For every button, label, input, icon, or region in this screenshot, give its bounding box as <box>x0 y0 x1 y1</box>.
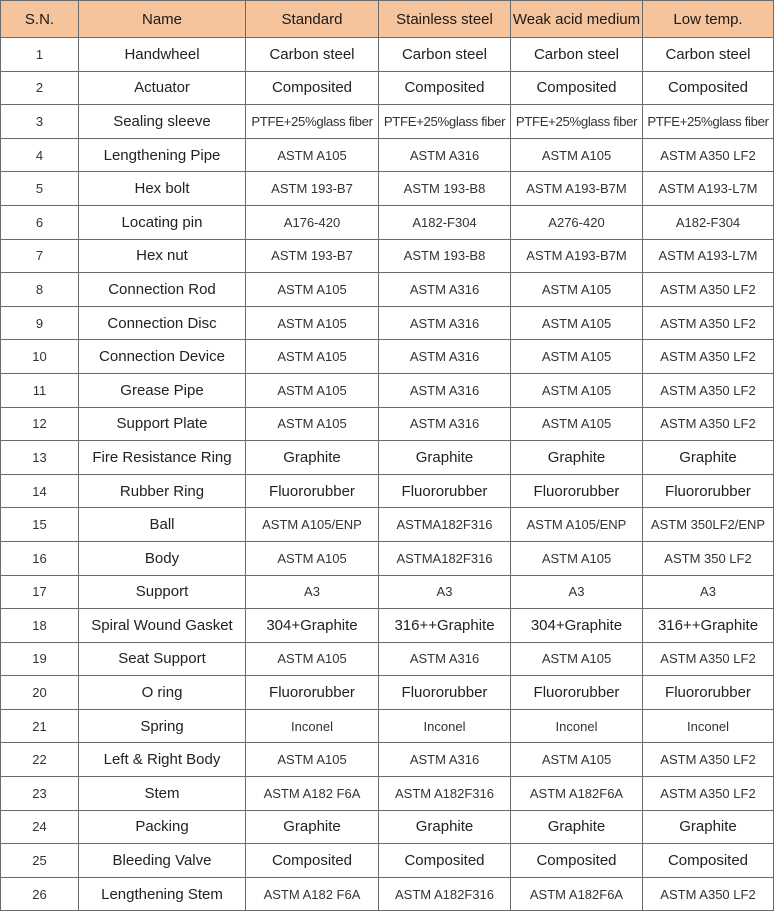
cell-weak-acid-medium: ASTM A105 <box>511 541 643 575</box>
cell-sn: 12 <box>1 407 79 441</box>
cell-name: Locating pin <box>79 205 246 239</box>
cell-sn: 21 <box>1 709 79 743</box>
cell-stainless-steel: A3 <box>379 575 511 609</box>
cell-stainless-steel: Composited <box>379 71 511 105</box>
cell-name: Packing <box>79 810 246 844</box>
cell-standard: ASTM A105 <box>246 642 379 676</box>
cell-low-temp: ASTM A350 LF2 <box>643 373 774 407</box>
cell-name: Left & Right Body <box>79 743 246 777</box>
header-row <box>1 1 774 38</box>
cell-standard: ASTM A105 <box>246 340 379 374</box>
cell-standard: Fluororubber <box>246 676 379 710</box>
cell-standard: ASTM A105 <box>246 541 379 575</box>
table-row <box>1 306 774 340</box>
cell-stainless-steel: Fluororubber <box>379 474 511 508</box>
header-sn: S.N. <box>1 1 79 38</box>
cell-weak-acid-medium: ASTM A105 <box>511 407 643 441</box>
cell-stainless-steel: ASTM A316 <box>379 373 511 407</box>
cell-low-temp: Composited <box>643 71 774 105</box>
cell-sn: 11 <box>1 373 79 407</box>
cell-name: Support Plate <box>79 407 246 441</box>
cell-standard: PTFE+25%glass fiber <box>246 105 379 139</box>
cell-low-temp: ASTM A350 LF2 <box>643 273 774 307</box>
cell-sn: 8 <box>1 273 79 307</box>
cell-stainless-steel: Fluororubber <box>379 676 511 710</box>
cell-weak-acid-medium: 304+Graphite <box>511 609 643 643</box>
cell-standard: ASTM 193-B7 <box>246 172 379 206</box>
cell-standard: ASTM A105 <box>246 273 379 307</box>
cell-weak-acid-medium: ASTM A193-B7M <box>511 172 643 206</box>
cell-sn: 16 <box>1 541 79 575</box>
cell-name: Hex nut <box>79 239 246 273</box>
cell-name: Spiral Wound Gasket <box>79 609 246 643</box>
table-row <box>1 407 774 441</box>
cell-sn: 10 <box>1 340 79 374</box>
cell-stainless-steel: ASTM A316 <box>379 407 511 441</box>
cell-sn: 3 <box>1 105 79 139</box>
cell-weak-acid-medium: A3 <box>511 575 643 609</box>
cell-standard: A3 <box>246 575 379 609</box>
cell-name: Connection Device <box>79 340 246 374</box>
cell-name: Fire Resistance Ring <box>79 441 246 475</box>
cell-sn: 20 <box>1 676 79 710</box>
cell-sn: 18 <box>1 609 79 643</box>
cell-weak-acid-medium: PTFE+25%glass fiber <box>511 105 643 139</box>
cell-stainless-steel: Carbon steel <box>379 38 511 72</box>
table-row <box>1 71 774 105</box>
cell-name: Lengthening Pipe <box>79 138 246 172</box>
cell-weak-acid-medium: Graphite <box>511 441 643 475</box>
cell-low-temp: ASTM A350 LF2 <box>643 138 774 172</box>
cell-sn: 15 <box>1 508 79 542</box>
cell-sn: 19 <box>1 642 79 676</box>
cell-standard: Graphite <box>246 810 379 844</box>
cell-weak-acid-medium: ASTM A105/ENP <box>511 508 643 542</box>
cell-name: Body <box>79 541 246 575</box>
cell-name: Actuator <box>79 71 246 105</box>
cell-standard: ASTM A182 F6A <box>246 777 379 811</box>
cell-low-temp: ASTM A350 LF2 <box>643 743 774 777</box>
cell-stainless-steel: Inconel <box>379 709 511 743</box>
cell-standard: ASTM A105 <box>246 306 379 340</box>
cell-standard: ASTM A105/ENP <box>246 508 379 542</box>
cell-sn: 9 <box>1 306 79 340</box>
table-row <box>1 172 774 206</box>
cell-low-temp: 316++Graphite <box>643 609 774 643</box>
cell-stainless-steel: ASTM 193-B8 <box>379 239 511 273</box>
table-row <box>1 508 774 542</box>
cell-stainless-steel: ASTMA182F316 <box>379 508 511 542</box>
cell-stainless-steel: ASTM A182F316 <box>379 877 511 911</box>
cell-standard: 304+Graphite <box>246 609 379 643</box>
cell-standard: ASTM A105 <box>246 373 379 407</box>
cell-stainless-steel: ASTM A316 <box>379 642 511 676</box>
table-body <box>1 38 774 911</box>
table-row <box>1 205 774 239</box>
cell-standard: Carbon steel <box>246 38 379 72</box>
cell-low-temp: A182-F304 <box>643 205 774 239</box>
table-row <box>1 541 774 575</box>
cell-low-temp: ASTM A350 LF2 <box>643 340 774 374</box>
cell-low-temp: Fluororubber <box>643 474 774 508</box>
cell-stainless-steel: ASTM A316 <box>379 138 511 172</box>
cell-sn: 6 <box>1 205 79 239</box>
cell-name: Hex bolt <box>79 172 246 206</box>
table-row <box>1 609 774 643</box>
cell-low-temp: ASTM A350 LF2 <box>643 777 774 811</box>
cell-stainless-steel: ASTM A316 <box>379 743 511 777</box>
table-row <box>1 575 774 609</box>
table-row <box>1 777 774 811</box>
cell-standard: Inconel <box>246 709 379 743</box>
cell-low-temp: Fluororubber <box>643 676 774 710</box>
cell-low-temp: ASTM A193-L7M <box>643 172 774 206</box>
cell-name: Support <box>79 575 246 609</box>
header-low-temp: Low temp. <box>643 1 774 38</box>
header-standard: Standard <box>246 1 379 38</box>
cell-sn: 22 <box>1 743 79 777</box>
cell-stainless-steel: A182-F304 <box>379 205 511 239</box>
cell-standard: ASTM A105 <box>246 407 379 441</box>
cell-low-temp: ASTM 350LF2/ENP <box>643 508 774 542</box>
cell-sn: 17 <box>1 575 79 609</box>
table-row <box>1 105 774 139</box>
cell-sn: 4 <box>1 138 79 172</box>
cell-name: Seat Support <box>79 642 246 676</box>
cell-standard: ASTM A182 F6A <box>246 877 379 911</box>
cell-low-temp: ASTM A350 LF2 <box>643 306 774 340</box>
cell-weak-acid-medium: Inconel <box>511 709 643 743</box>
table-row <box>1 38 774 72</box>
table-row <box>1 642 774 676</box>
cell-name: Bleeding Valve <box>79 844 246 878</box>
cell-name: Ball <box>79 508 246 542</box>
cell-stainless-steel: Graphite <box>379 810 511 844</box>
cell-weak-acid-medium: ASTM A105 <box>511 743 643 777</box>
cell-sn: 13 <box>1 441 79 475</box>
cell-standard: ASTM A105 <box>246 743 379 777</box>
cell-name: Sealing sleeve <box>79 105 246 139</box>
cell-weak-acid-medium: Carbon steel <box>511 38 643 72</box>
cell-name: Spring <box>79 709 246 743</box>
cell-weak-acid-medium: ASTM A105 <box>511 340 643 374</box>
cell-low-temp: Inconel <box>643 709 774 743</box>
cell-standard: A176-420 <box>246 205 379 239</box>
cell-weak-acid-medium: Fluororubber <box>511 676 643 710</box>
cell-standard: Graphite <box>246 441 379 475</box>
cell-name: Grease Pipe <box>79 373 246 407</box>
cell-weak-acid-medium: Composited <box>511 844 643 878</box>
cell-stainless-steel: Graphite <box>379 441 511 475</box>
cell-low-temp: Graphite <box>643 441 774 475</box>
cell-low-temp: Graphite <box>643 810 774 844</box>
cell-sn: 14 <box>1 474 79 508</box>
cell-low-temp: PTFE+25%glass fiber <box>643 105 774 139</box>
cell-sn: 7 <box>1 239 79 273</box>
cell-low-temp: ASTM A350 LF2 <box>643 877 774 911</box>
cell-weak-acid-medium: ASTM A105 <box>511 306 643 340</box>
table-row <box>1 844 774 878</box>
cell-name: Rubber Ring <box>79 474 246 508</box>
cell-standard: Fluororubber <box>246 474 379 508</box>
table-row <box>1 340 774 374</box>
cell-sn: 1 <box>1 38 79 72</box>
cell-name: Lengthening Stem <box>79 877 246 911</box>
cell-low-temp: Composited <box>643 844 774 878</box>
cell-weak-acid-medium: ASTM A182F6A <box>511 877 643 911</box>
cell-standard: Composited <box>246 71 379 105</box>
cell-stainless-steel: ASTM A316 <box>379 340 511 374</box>
table-row <box>1 273 774 307</box>
table-row <box>1 474 774 508</box>
cell-weak-acid-medium: ASTM A193-B7M <box>511 239 643 273</box>
cell-weak-acid-medium: Composited <box>511 71 643 105</box>
cell-name: Connection Disc <box>79 306 246 340</box>
cell-stainless-steel: 316++Graphite <box>379 609 511 643</box>
header-stainless-steel: Stainless steel <box>379 1 511 38</box>
cell-weak-acid-medium: Graphite <box>511 810 643 844</box>
cell-stainless-steel: ASTM 193-B8 <box>379 172 511 206</box>
cell-weak-acid-medium: ASTM A105 <box>511 273 643 307</box>
cell-weak-acid-medium: ASTM A182F6A <box>511 777 643 811</box>
cell-weak-acid-medium: A276-420 <box>511 205 643 239</box>
cell-stainless-steel: ASTM A182F316 <box>379 777 511 811</box>
table-row <box>1 373 774 407</box>
table-row <box>1 743 774 777</box>
cell-standard: ASTM 193-B7 <box>246 239 379 273</box>
cell-weak-acid-medium: Fluororubber <box>511 474 643 508</box>
cell-stainless-steel: ASTM A316 <box>379 273 511 307</box>
cell-low-temp: ASTM 350 LF2 <box>643 541 774 575</box>
cell-low-temp: ASTM A350 LF2 <box>643 407 774 441</box>
table-row <box>1 810 774 844</box>
cell-standard: Composited <box>246 844 379 878</box>
cell-sn: 24 <box>1 810 79 844</box>
cell-low-temp: A3 <box>643 575 774 609</box>
cell-sn: 23 <box>1 777 79 811</box>
cell-stainless-steel: ASTMA182F316 <box>379 541 511 575</box>
cell-low-temp: ASTM A193-L7M <box>643 239 774 273</box>
cell-name: Handwheel <box>79 38 246 72</box>
cell-weak-acid-medium: ASTM A105 <box>511 138 643 172</box>
cell-weak-acid-medium: ASTM A105 <box>511 373 643 407</box>
cell-standard: ASTM A105 <box>246 138 379 172</box>
cell-low-temp: Carbon steel <box>643 38 774 72</box>
header-name: Name <box>79 1 246 38</box>
cell-low-temp: ASTM A350 LF2 <box>643 642 774 676</box>
table-row <box>1 676 774 710</box>
cell-weak-acid-medium: ASTM A105 <box>511 642 643 676</box>
table-row <box>1 709 774 743</box>
cell-sn: 25 <box>1 844 79 878</box>
header-weak-acid-medium: Weak acid medium <box>511 1 643 38</box>
table-row <box>1 239 774 273</box>
cell-stainless-steel: Composited <box>379 844 511 878</box>
cell-stainless-steel: PTFE+25%glass fiber <box>379 105 511 139</box>
cell-sn: 2 <box>1 71 79 105</box>
cell-name: O ring <box>79 676 246 710</box>
table-row <box>1 138 774 172</box>
cell-stainless-steel: ASTM A316 <box>379 306 511 340</box>
cell-name: Stem <box>79 777 246 811</box>
cell-sn: 26 <box>1 877 79 911</box>
cell-sn: 5 <box>1 172 79 206</box>
table-row <box>1 877 774 911</box>
table-row <box>1 441 774 475</box>
cell-name: Connection Rod <box>79 273 246 307</box>
